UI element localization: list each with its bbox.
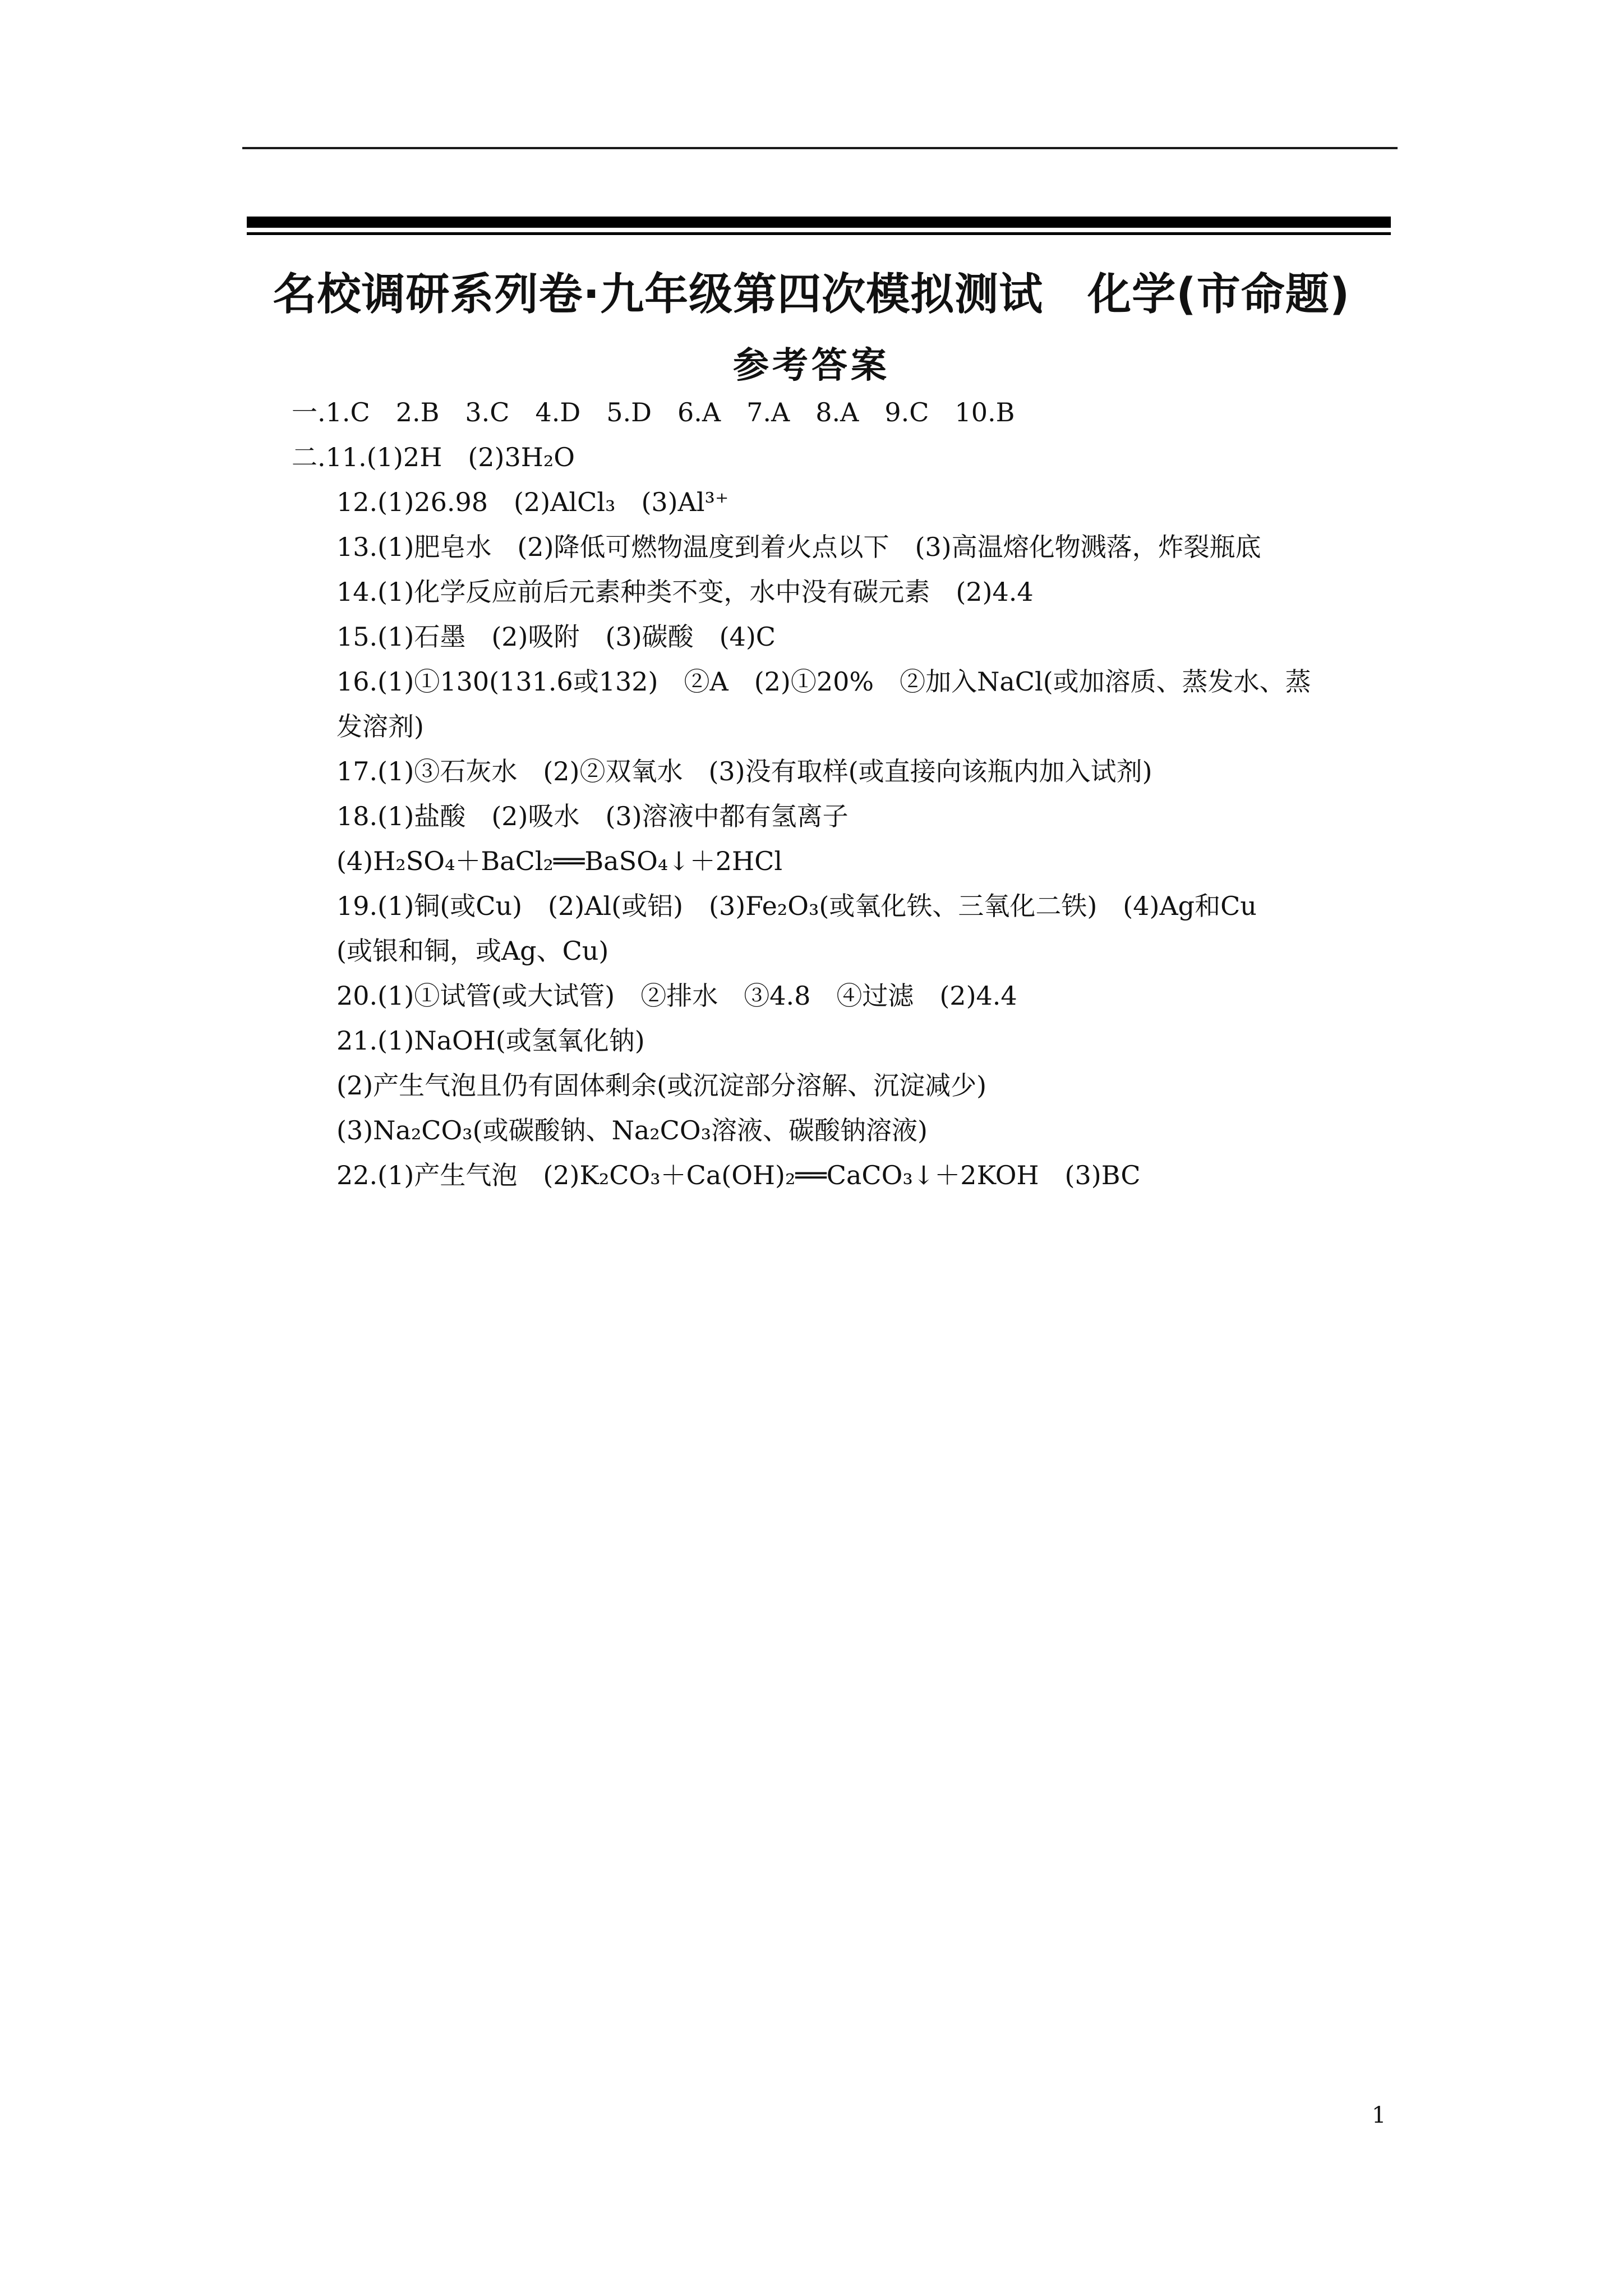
answer-line-q21-part3: (3)Na₂CO₃(或碳酸钠、Na₂CO₃溶液、碳酸钠溶液) bbox=[336, 1115, 928, 1145]
answer-line-q16-cont: 发溶剂) bbox=[336, 711, 424, 742]
answer-line-q20: 20.(1)①试管(或大试管) ②排水 ③4.8 ④过滤 (2)4.4 bbox=[336, 981, 1017, 1011]
answer-line-q18-equation: (4)H₂SO₄＋BaCl₂══BaSO₄↓＋2HCl bbox=[336, 846, 783, 876]
header-thin-rule bbox=[247, 232, 1391, 235]
header-thick-rule bbox=[247, 217, 1391, 228]
answer-list bbox=[292, 390, 1402, 1198]
answer-line-q22: 22.(1)产生气泡 (2)K₂CO₃＋Ca(OH)₂══CaCO₃↓＋2KOH (3)BC bbox=[336, 1160, 1141, 1190]
answer-line-q13: 13.(1)肥皂水 (2)降低可燃物温度到着火点以下 (3)高温熔化物溅落，炸裂瓶底 bbox=[336, 532, 1261, 562]
answer-line-q21: 21.(1)NaOH(或氢氧化钠) bbox=[336, 1025, 645, 1056]
answer-line-q18: 18.(1)盐酸 (2)吸水 (3)溶液中都有氢离子 bbox=[336, 801, 849, 831]
page-title: 名校调研系列卷·九年级第四次模拟测试 化学(市命题) bbox=[273, 269, 1350, 320]
answer-line-section-2-q11: 二.11.(1)2H (2)3H₂O bbox=[292, 442, 575, 472]
answer-line-q19-cont: (或银和铜，或Ag、Cu) bbox=[336, 936, 609, 966]
header-top-rule bbox=[242, 147, 1398, 149]
answer-line-q15: 15.(1)石墨 (2)吸附 (3)碳酸 (4)C bbox=[336, 622, 776, 652]
page-number: 1 bbox=[1372, 2102, 1386, 2128]
page-subtitle: 参考答案 bbox=[733, 345, 890, 386]
answer-line-q17: 17.(1)③石灰水 (2)②双氧水 (3)没有取样(或直接向该瓶内加入试剂) bbox=[336, 756, 1152, 786]
answer-line-q16: 16.(1)①130(131.6或132) ②A (2)①20% ②加入NaCl(或加溶质、蒸发水、蒸 bbox=[336, 666, 1311, 697]
answer-line-q12: 12.(1)26.98 (2)AlCl₃ (3)Al³⁺ bbox=[336, 487, 729, 517]
answer-line-q19: 19.(1)铜(或Cu) (2)Al(或铝) (3)Fe₂O₃(或氧化铁、三氧化二铁) (4)Ag和Cu bbox=[336, 891, 1257, 921]
answer-line-q14: 14.(1)化学反应前后元素种类不变，水中没有碳元素 (2)4.4 bbox=[336, 577, 1034, 607]
answer-line-section-1: 一.1.C 2.B 3.C 4.D 5.D 6.A 7.A 8.A 9.C 10.B bbox=[292, 397, 1015, 427]
answer-line-q21-part2: (2)产生气泡且仍有固体剩余(或沉淀部分溶解、沉淀减少) bbox=[336, 1070, 987, 1101]
